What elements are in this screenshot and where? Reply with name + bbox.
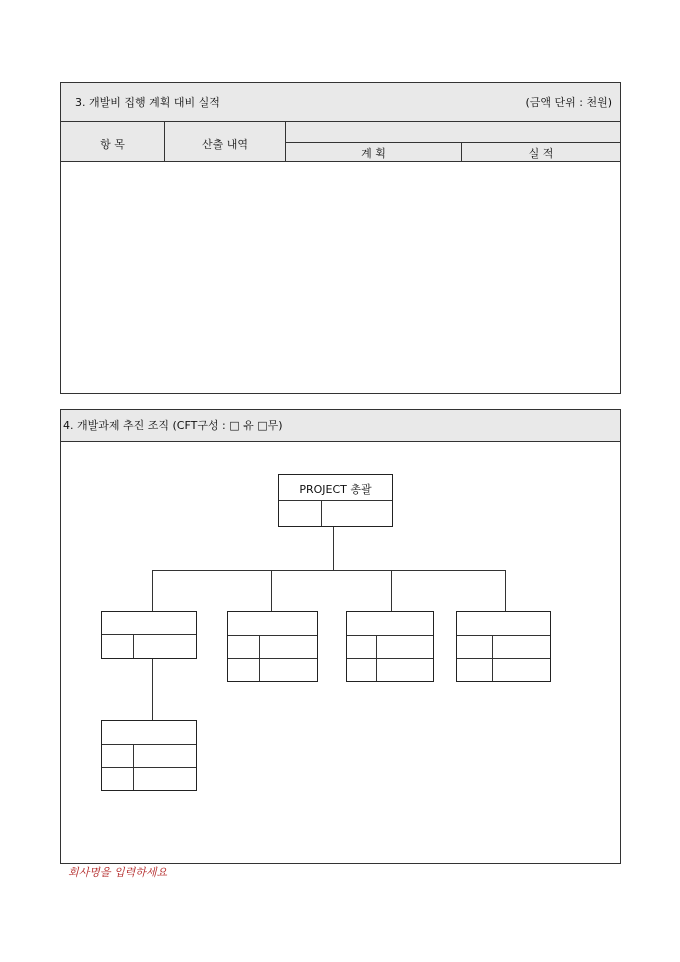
- org-header: [61, 410, 620, 442]
- connector-line: [152, 570, 506, 571]
- connector-line: [152, 659, 153, 720]
- connector-line: [505, 570, 506, 612]
- box-divider: [133, 634, 134, 658]
- budget-section: [60, 82, 621, 394]
- budget-header: [61, 83, 620, 122]
- box-divider: [347, 635, 433, 636]
- connector-line: [391, 570, 392, 612]
- budget-body[interactable]: [61, 163, 620, 393]
- box-divider: [279, 500, 392, 501]
- team-box-2[interactable]: [227, 611, 318, 682]
- box-divider: [228, 635, 317, 636]
- box-divider: [492, 635, 493, 681]
- box-divider: [102, 634, 196, 635]
- company-name-placeholder[interactable]: 회사명을 입력하세요: [68, 866, 168, 879]
- budget-col-header: [61, 122, 620, 162]
- box-divider: [102, 744, 196, 745]
- box-divider: [376, 635, 377, 681]
- team-box-4[interactable]: [456, 611, 551, 682]
- box-divider: [457, 658, 550, 659]
- connector-line: [271, 570, 272, 612]
- col-divider: [285, 142, 620, 143]
- budget-title: 3. 개발비 집행 계획 대비 실적: [75, 96, 220, 109]
- box-divider: [102, 767, 196, 768]
- col-item-header: 항 목: [100, 138, 125, 151]
- box-divider: [133, 744, 134, 790]
- col-plan-header: 계 획: [361, 147, 386, 160]
- org-title: 4. 개발과제 추진 조직 (CFT구성 : □ 유 □무): [63, 419, 283, 432]
- box-divider: [259, 635, 260, 681]
- connector-line: [333, 527, 334, 570]
- box-divider: [347, 658, 433, 659]
- project-lead-box[interactable]: [278, 474, 393, 527]
- project-lead-label: PROJECT 총괄: [299, 483, 372, 496]
- col-calc-header: 산출 내역: [201, 138, 248, 151]
- team-box-1[interactable]: [101, 611, 197, 659]
- box-divider: [228, 658, 317, 659]
- box-divider: [457, 635, 550, 636]
- connector-line: [152, 570, 153, 612]
- sub-team-box[interactable]: [101, 720, 197, 791]
- team-box-3[interactable]: [346, 611, 434, 682]
- col-actual-header: 실 적: [528, 147, 554, 160]
- budget-unit: (금액 단위 : 천원): [525, 96, 612, 109]
- box-divider: [321, 500, 322, 526]
